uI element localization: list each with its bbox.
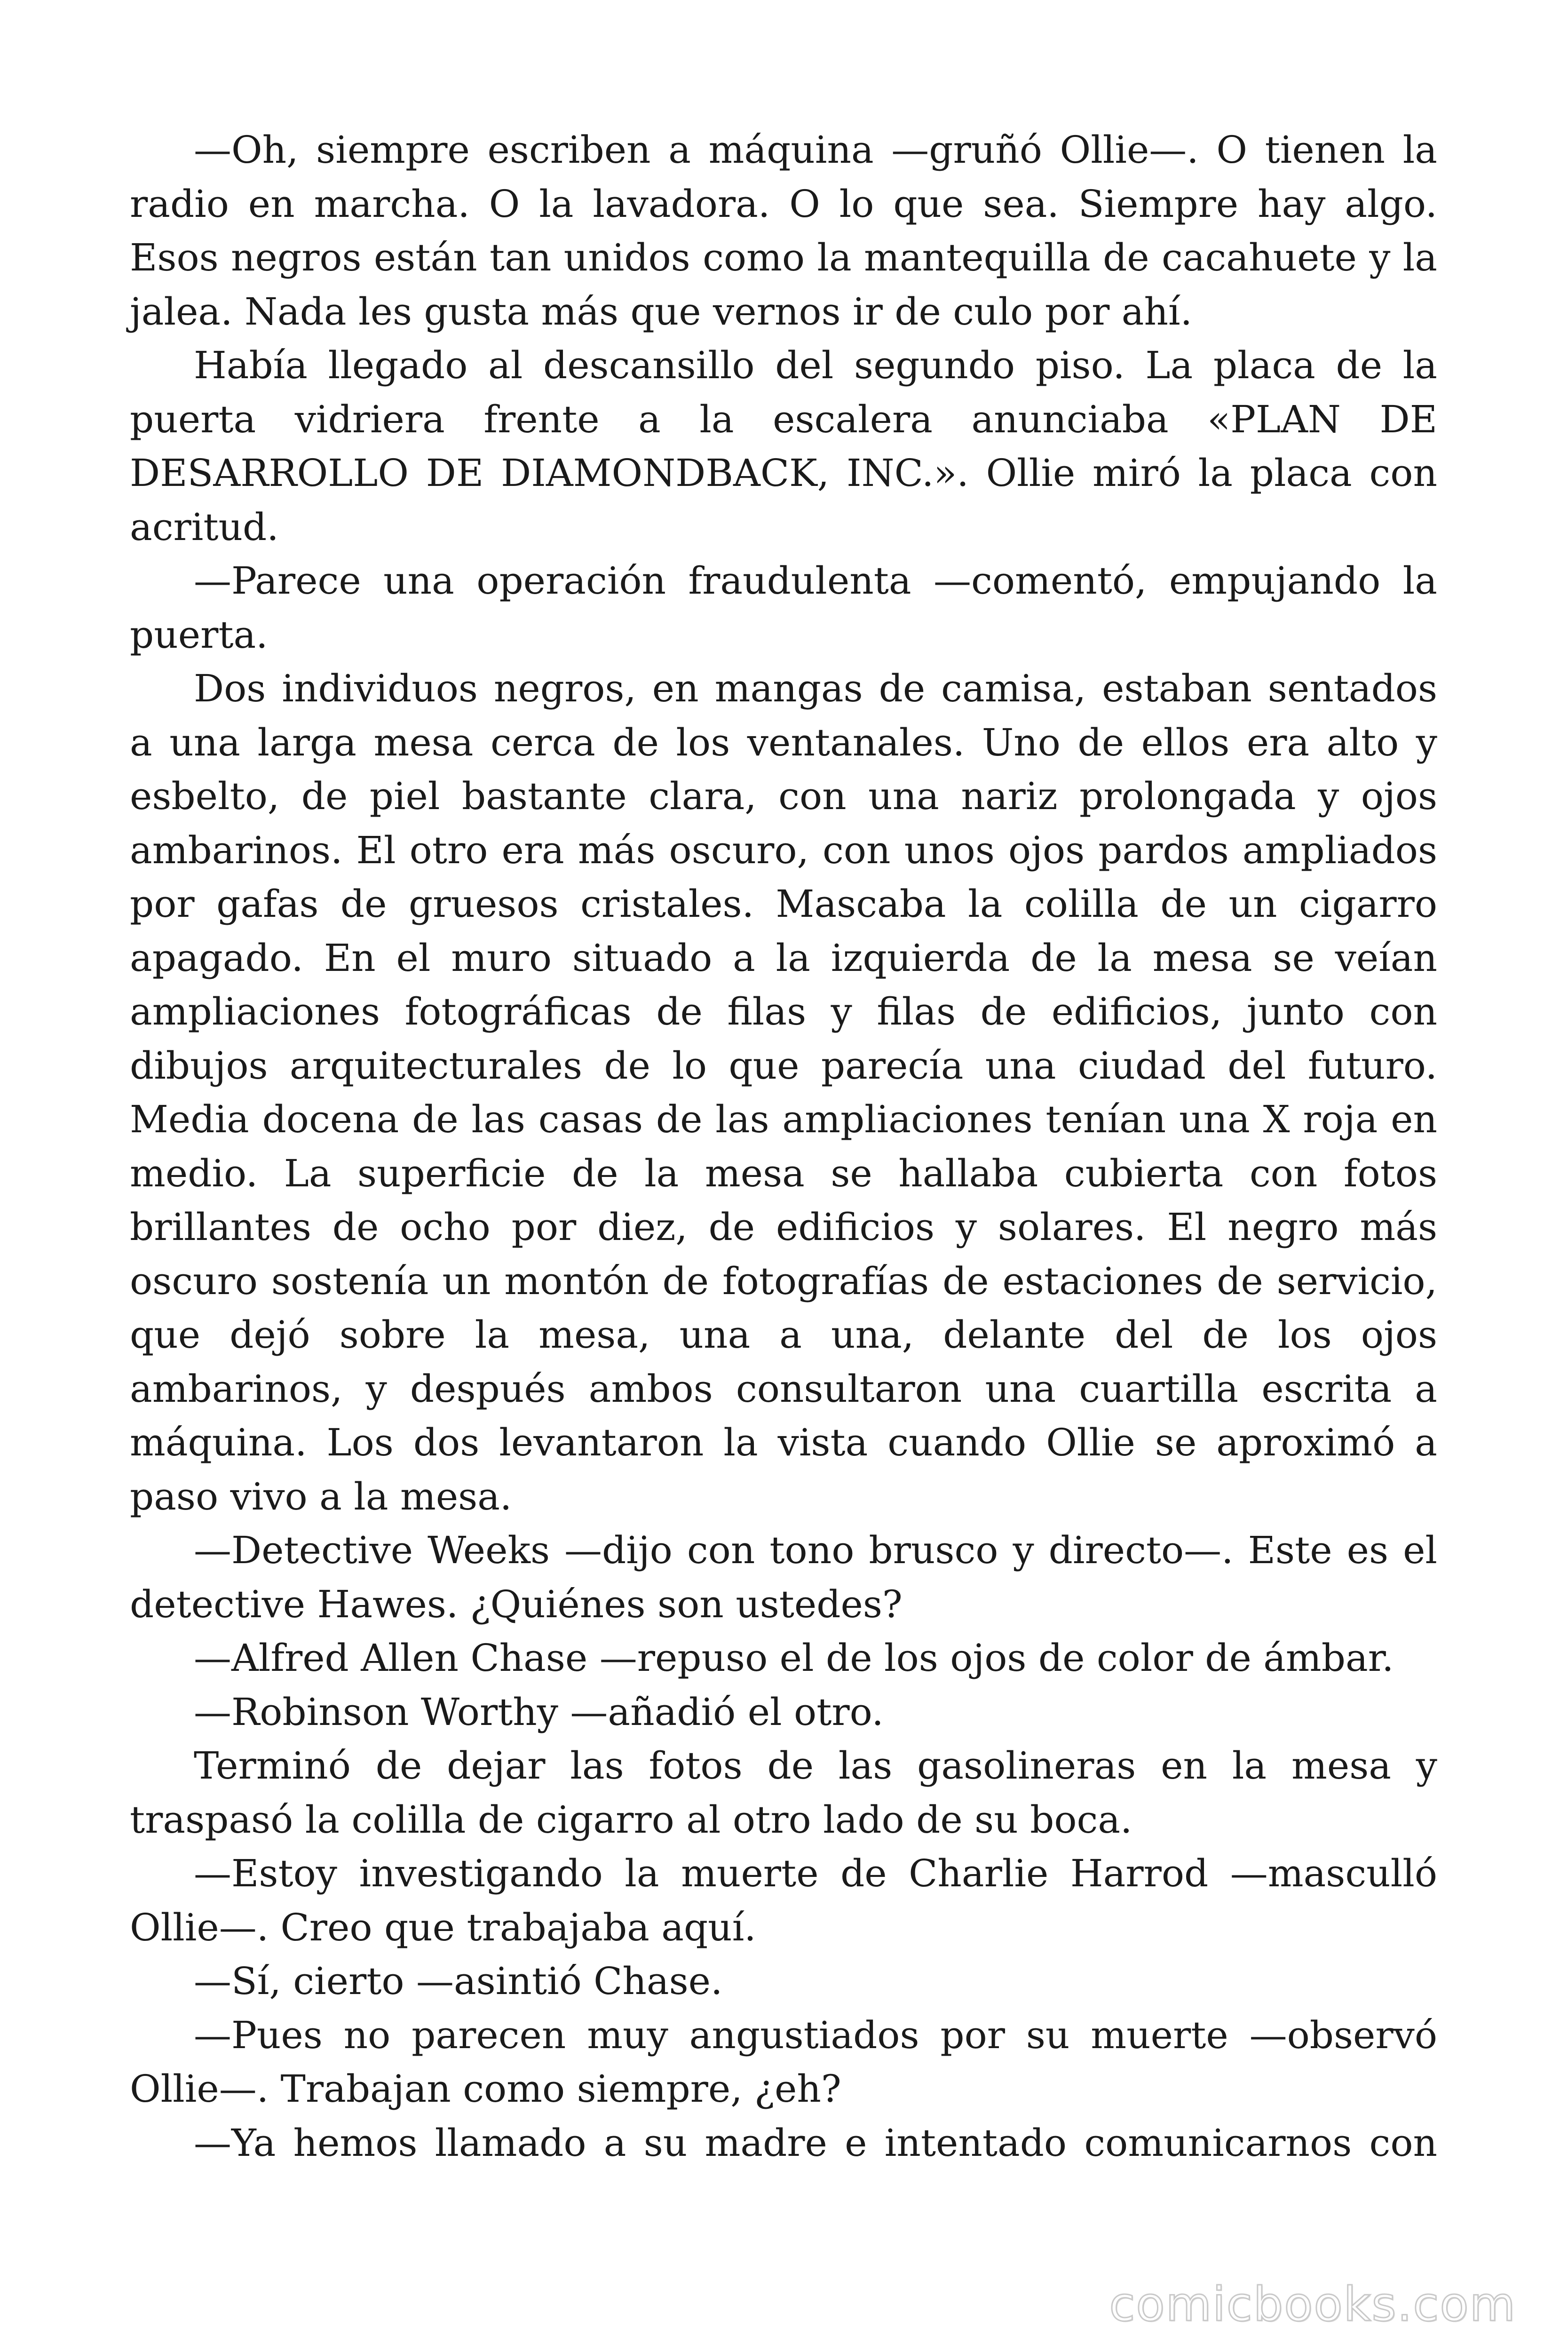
- paragraph: —Oh, siempre escriben a máquina —gruñó Ollie—. O tienen la radio en marcha. O la lavadora. O lo que sea. Siempre hay algo. Esos negros están tan unidos como la mantequilla de cacahuete y la jalea. Nada les gusta más que vernos ir de culo por ahí.: [130, 128, 1437, 334]
- paragraph: Había llegado al descansillo del segundo piso. La placa de la puerta vidriera frente a la escalera anunciaba «PLAN DE DESARROLLO DE DIAMONDBACK, INC.». Ollie miró la placa con acritud.: [130, 343, 1437, 549]
- paragraph: —Detective Weeks —dijo con tono brusco y directo—. Este es el detective Hawes. ¿Quiénes son ustedes?: [130, 1528, 1437, 1626]
- paragraph: —Sí, cierto —asintió Chase.: [194, 1959, 723, 2003]
- paragraph: —Parece una operación fraudulenta —comentó, empujando la puerta.: [130, 559, 1437, 657]
- paragraph: —Alfred Allen Chase —repuso el de los ojos de color de ámbar.: [194, 1636, 1394, 1680]
- body-text: [130, 123, 1437, 2170]
- paragraph: Terminó de dejar las fotos de las gasolineras en la mesa y traspasó la colilla de cigarro al otro lado de su boca.: [130, 1744, 1437, 1842]
- paragraph: Dos individuos negros, en mangas de camisa, estaban sentados a una larga mesa cerca de los ventanales. Uno de ellos era alto y esbelto, de piel bastante clara, con una nariz prolongada y ojos ambarinos. El otro era más oscuro, con unos ojos pardos ampliados por gafas de gruesos cristales. Mascaba la colilla de un cigarro apagado. En el muro situado a la izquierda de la mesa se veían ampliaciones fotográficas de filas y filas de edificios, junto con dibujos arquitecturales de lo que parecía una ciudad del futuro. Media docena de las casas de las ampliaciones tenían una X roja en medio. La superficie de la mesa se hallaba cubierta con fotos brillantes de ocho por diez, de edificios y solares. El negro más oscuro sostenía un montón de fotografías de estaciones de servicio, que dejó sobre la mesa, una a una, delante del de los ojos ambarinos, y después ambos consultaron una cuartilla escrita a máquina. Los dos levantaron la vista cuando Ollie se aproximó a paso vivo a la mesa.: [130, 667, 1437, 1518]
- paragraph: —Estoy investigando la muerte de Charlie Harrod —masculló Ollie—. Creo que trabajaba aquí.: [130, 1851, 1437, 1949]
- paragraph-last: —Ya hemos llamado a su madre e intentado comunicarnos con: [194, 2121, 1437, 2165]
- watermark: comicbooks.com: [1109, 2277, 1516, 2332]
- paragraph: —Pues no parecen muy angustiados por su muerte —observó Ollie—. Trabajan como siempre, ¿eh?: [130, 2013, 1437, 2111]
- paragraph: —Robinson Worthy —añadió el otro.: [194, 1690, 884, 1734]
